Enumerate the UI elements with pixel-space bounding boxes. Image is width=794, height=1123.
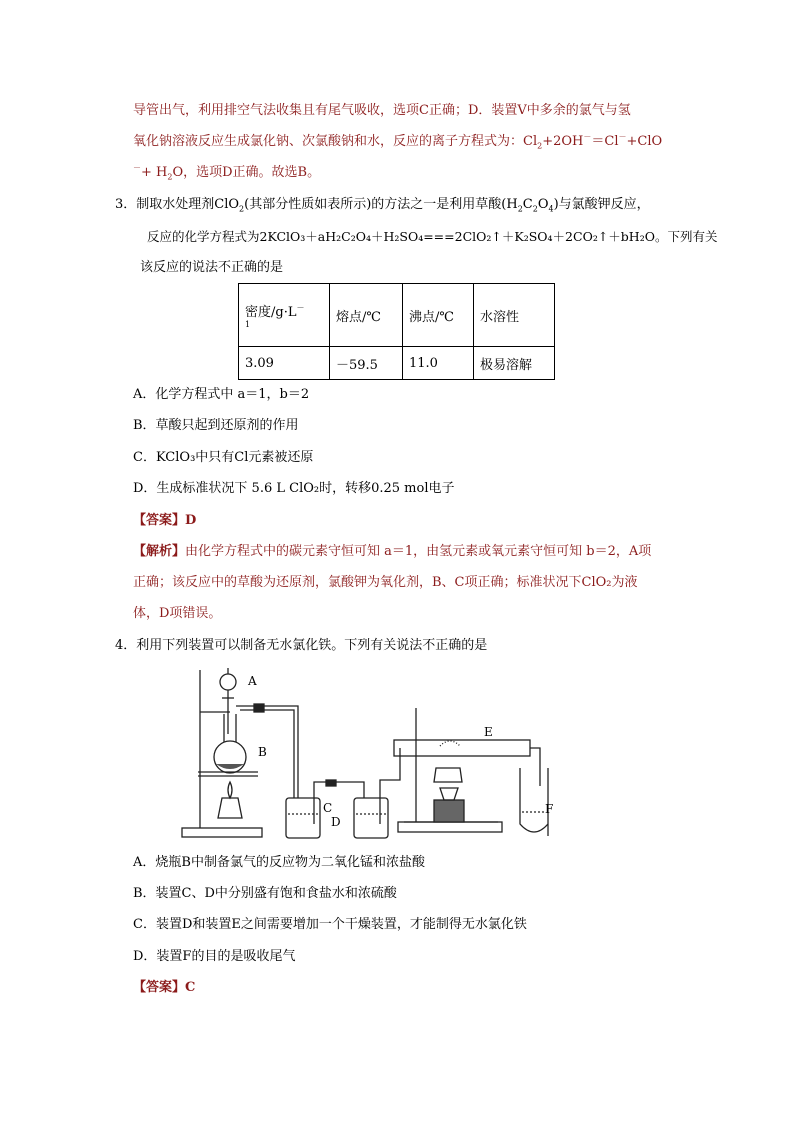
prev-solution-line-2: 氧化钠溶液反应生成氯化钠、次氯酸钠和水，反应的离子方程式为：$Cl_2+2OH^-=Cl^-+ClO$ — [133, 132, 663, 151]
bottle-c — [286, 798, 320, 838]
question-4-answer: 【答案】C — [133, 980, 196, 995]
question-3-option-d: D．生成标准状况下 5.6 L ClO₂时，转移0.25 mol电子 — [133, 481, 455, 496]
question-4-option-d: D．装置F的目的是吸收尾气 — [133, 949, 296, 964]
stand-base-left — [182, 828, 262, 837]
label-d: D — [331, 815, 341, 829]
property-table — [238, 283, 555, 380]
bottle-d — [354, 798, 388, 838]
table-cell-boiling: 11.0 — [403, 347, 474, 380]
label-f: F — [545, 802, 554, 816]
tube-d-to-e — [380, 748, 400, 792]
question-3-analysis-3: 体，D项错误。 — [133, 606, 222, 621]
label-b: B — [258, 745, 267, 759]
question-3-stem-end: 该反应的说法不正确的是 — [140, 260, 284, 275]
question-3-option-b: B．草酸只起到还原剂的作用 — [133, 418, 299, 433]
table-header-melting: 熔点/℃ — [330, 284, 403, 347]
question-4-option-b: B．装置C、D中分别盛有饱和食盐水和浓硫酸 — [133, 886, 397, 901]
apparatus-diagram — [178, 664, 568, 842]
question-4-option-a: A．烧瓶B中制备氯气的反应物为二氧化锰和浓盐酸 — [133, 855, 425, 870]
label-c: C — [323, 801, 333, 815]
question-3-option-a: A．化学方程式中 a＝1，b＝2 — [133, 387, 310, 402]
table-header-solubility: 水溶性 — [474, 284, 555, 347]
question-3-analysis-2: 正确；该反应中的草酸为还原剂，氯酸钾为氧化剂，B、C项正确；标准状况下ClO₂为液 — [133, 575, 638, 590]
table-cell-melting: －59.5 — [330, 347, 403, 380]
question-3-option-c: C．KClO₃中只有Cl元素被还原 — [133, 450, 314, 465]
table-cell-solubility: 极易溶解 — [474, 347, 555, 380]
prev-solution-line-3: $^-+ H_2O$，选项D正确。故选B。 — [133, 163, 321, 182]
question-4-option-c: C．装置D和装置E之间需要增加一个干燥装置，才能制得无水氯化铁 — [133, 917, 527, 932]
question-3-equation: 反应的化学方程式为2KClO₃＋aH₂C₂O₄＋H₂SO₄===2ClO₂↑＋K₂SO₄＋2CO₂↑＋bH₂O。下列有关 — [147, 229, 718, 244]
alcohol-lamp-left — [218, 798, 242, 818]
tube-e-to-f — [530, 748, 540, 786]
table-header-boiling: 沸点/℃ — [403, 284, 474, 347]
question-4-stem: 4．利用下列装置可以制备无水氯化铁。下列有关说法不正确的是 — [115, 638, 488, 653]
table-cell-density: 3.09 — [239, 347, 330, 380]
table-header-density: 密度/g·L－ 1 — [239, 284, 330, 347]
tube-e — [394, 740, 530, 756]
question-3-analysis-1: 【解析】由化学方程式中的碳元素守恒可知 a＝1，由氢元素或氧元素守恒可知 b＝2，A项 — [133, 544, 652, 559]
question-3-answer: 【答案】D — [133, 513, 197, 528]
separatory-funnel-a — [220, 674, 236, 690]
label-e: E — [484, 725, 493, 739]
tube-c-to-d — [314, 782, 364, 798]
label-a: A — [248, 674, 257, 688]
question-3-stem: 3．制取水处理剂ClO$_2$(其部分性质如表所示)的方法之一是利用草酸$(H_2C_2O_4)$与氯酸钾反应， — [115, 197, 650, 214]
stand-base-right — [398, 822, 502, 832]
prev-solution-line-1: 导管出气，利用排空气法收集且有尾气吸收，选项C正确；D．装置Ⅴ中多余的氯气与氢 — [133, 103, 631, 118]
